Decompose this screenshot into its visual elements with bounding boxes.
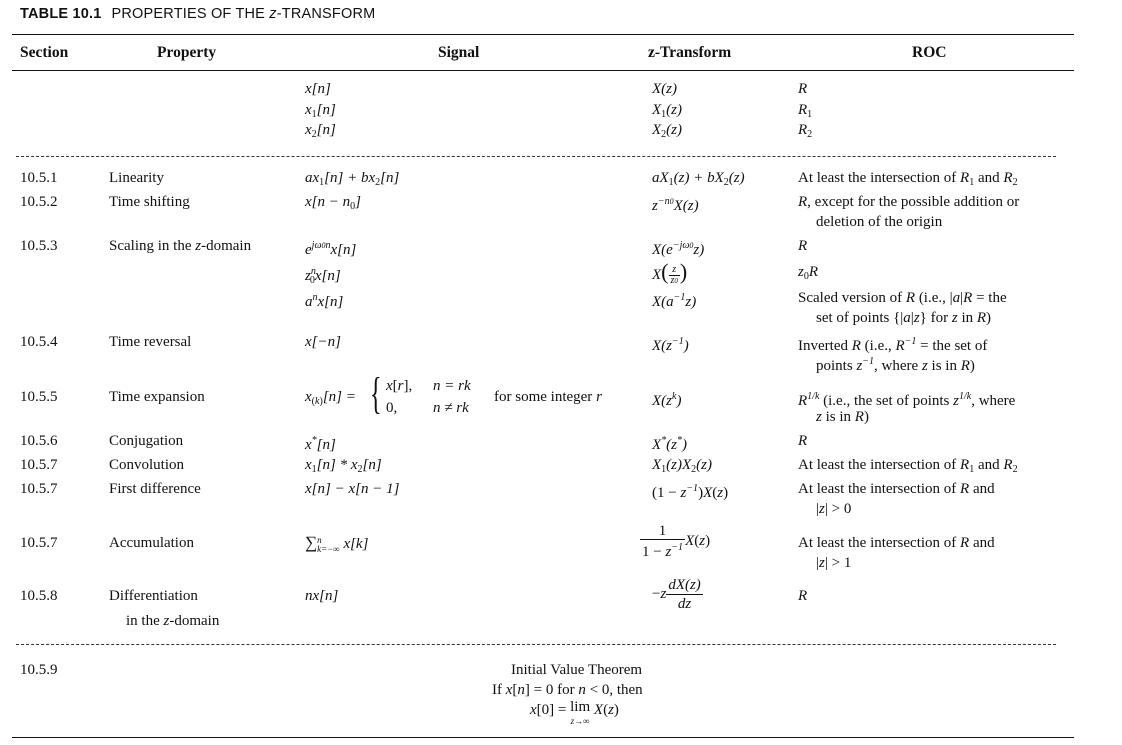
section-number: 10.5.7 xyxy=(20,457,58,473)
signal-expr: x*[n] xyxy=(305,435,336,453)
roc-text: |z| > 1 xyxy=(816,555,852,571)
header-ztransform: z-Transform xyxy=(648,44,732,61)
roc-text: $R^{1/k}$ (i.e., the set of points $z^{1/k}$, where xyxy=(798,391,1016,409)
transform-expr: $\frac{1}{1 - z^{-1}}$ X(z) xyxy=(642,523,711,560)
signal-expr: n = rk xyxy=(433,378,471,394)
roc-text: At least the intersection of $R_1$ and $R_2$ xyxy=(798,170,1018,188)
signal-expr: $ax_1[n] + bx_2[n]$ xyxy=(305,170,400,188)
transform-expr: $X(z^k)$ xyxy=(652,391,682,409)
signal-expr: $x_1[n] * x_2[n]$ xyxy=(305,457,382,475)
top-rule xyxy=(12,34,1074,35)
header-rule xyxy=(12,70,1074,71)
property-name: Differentiation xyxy=(109,588,198,604)
roc-text: Scaled version of R (i.e., |a|R = the xyxy=(798,290,1007,306)
transform-expr: $X_1(z)X_2(z)$ xyxy=(652,457,712,475)
base-transform: $X_1(z)$ xyxy=(652,102,682,120)
base-roc: $R_2$ xyxy=(798,122,813,140)
section-number: 10.5.8 xyxy=(20,588,58,604)
signal-expr: n ≠ rk xyxy=(433,400,469,416)
property-name: Time shifting xyxy=(109,194,190,210)
theorem-limit: x[0] = lim z→∞ X(z) xyxy=(530,699,619,726)
transform-expr: $X(z^{-1})$ xyxy=(652,336,689,354)
property-name: Convolution xyxy=(109,457,185,473)
base-signal: $x_1[n]$ xyxy=(305,102,336,120)
base-signal: $x_2[n]$ xyxy=(305,122,336,140)
header-roc: ROC xyxy=(912,44,947,61)
section-number: 10.5.9 xyxy=(20,662,58,678)
property-name: Time expansion xyxy=(109,389,205,405)
property-name: in the z-domain xyxy=(126,613,220,629)
theorem-condition: If x[n] = 0 for n < 0, then xyxy=(492,682,643,698)
base-roc: R xyxy=(798,81,808,97)
roc-text: At least the intersection of $R_1$ and $R_2$ xyxy=(798,457,1018,475)
header-property: Property xyxy=(157,44,217,61)
section-number: 10.5.7 xyxy=(20,535,58,551)
transform-expr: $aX_1(z) + bX_2(z)$ xyxy=(652,170,745,188)
brace-glyph: { xyxy=(370,369,382,418)
transform-expr: $X(e^{-j\omega 0}z)$ xyxy=(652,240,705,258)
base-signal: x[n] xyxy=(305,81,331,97)
signal-expr: x[−n] xyxy=(305,334,341,350)
table-title: PROPERTIES OF THE z-TRANSFORM xyxy=(111,6,376,22)
signal-expr: $a^nx[n]$ xyxy=(305,292,344,310)
transform-expr: X( $\frac{z}{z0}$ ) xyxy=(652,259,688,287)
signal-expr: 0, xyxy=(386,400,398,416)
table-caption xyxy=(20,6,375,22)
roc-text: set of points {|a|z} for z in R) xyxy=(816,310,992,326)
transform-expr: $X(a^{-1}z)$ xyxy=(652,292,697,310)
table-number: TABLE 10.1 xyxy=(20,6,102,22)
roc-text: Inverted R (i.e., $R^{-1}$ = the set of xyxy=(798,336,988,354)
signal-expr: $e^{j\omega 0n}x[n]$ xyxy=(305,240,357,258)
roc-text: R, except for the possible addition or xyxy=(798,194,1020,210)
roc-text: At least the intersection of R and xyxy=(798,481,995,497)
transform-expr: −z $\frac{dX(z)}{dz}$ xyxy=(652,577,701,612)
property-name: Time reversal xyxy=(109,334,192,350)
signal-expr: nx[n] xyxy=(305,588,339,604)
signal-expr: x[n] − x[n − 1] xyxy=(305,481,400,497)
roc-text: |z| > 0 xyxy=(816,501,852,517)
signal-expr: x[r], xyxy=(386,378,413,394)
section-number: 10.5.1 xyxy=(20,170,58,186)
roc-text: R xyxy=(798,588,808,604)
roc-text: z is in R) xyxy=(816,409,869,425)
section-number: 10.5.5 xyxy=(20,389,58,405)
signal-expr: $z^n_0x[n]$ xyxy=(305,266,341,286)
roc-text: deletion of the origin xyxy=(816,214,943,230)
property-name: Accumulation xyxy=(109,535,194,551)
property-name: Linearity xyxy=(109,170,164,186)
property-name: Scaling in the z-domain xyxy=(109,238,252,254)
section-number: 10.5.2 xyxy=(20,194,58,210)
roc-text: R xyxy=(798,433,808,449)
property-name: First difference xyxy=(109,481,201,497)
header-signal: Signal xyxy=(438,44,480,61)
section-number: 10.5.7 xyxy=(20,481,58,497)
section-number: 10.5.6 xyxy=(20,433,58,449)
base-transform: X(z) xyxy=(652,81,677,97)
signal-expr: $x_{(k)}[n]$ = xyxy=(305,389,356,407)
roc-text: R xyxy=(798,238,808,254)
bottom-rule xyxy=(12,737,1074,738)
property-name: Conjugation xyxy=(109,433,184,449)
transform-expr: X*(z*) xyxy=(652,435,688,453)
section-number: 10.5.4 xyxy=(20,334,58,350)
header-section: Section xyxy=(20,44,69,61)
base-transform: $X_2(z)$ xyxy=(652,122,682,140)
theorem-title: Initial Value Theorem xyxy=(511,662,643,678)
transform-expr: $z^{-n0}X(z)$ xyxy=(652,196,699,214)
signal-expr: for some integer r xyxy=(494,389,602,405)
roc-text: points $z^{-1}$, where z is in R) xyxy=(816,356,975,374)
roc-text: $z_0R$ xyxy=(798,264,819,282)
signal-expr: ∑ n k=−∞ x[k] xyxy=(305,533,369,554)
roc-text: At least the intersection of R and xyxy=(798,535,995,551)
transform-expr: $(1 - z^{-1})X(z)$ xyxy=(652,483,729,501)
dashed-divider-2 xyxy=(16,644,1056,645)
signal-expr: $x[n - n_0]$ xyxy=(305,194,361,212)
dashed-divider-1 xyxy=(16,156,1056,157)
base-roc: $R_1$ xyxy=(798,102,813,120)
section-number: 10.5.3 xyxy=(20,238,58,254)
